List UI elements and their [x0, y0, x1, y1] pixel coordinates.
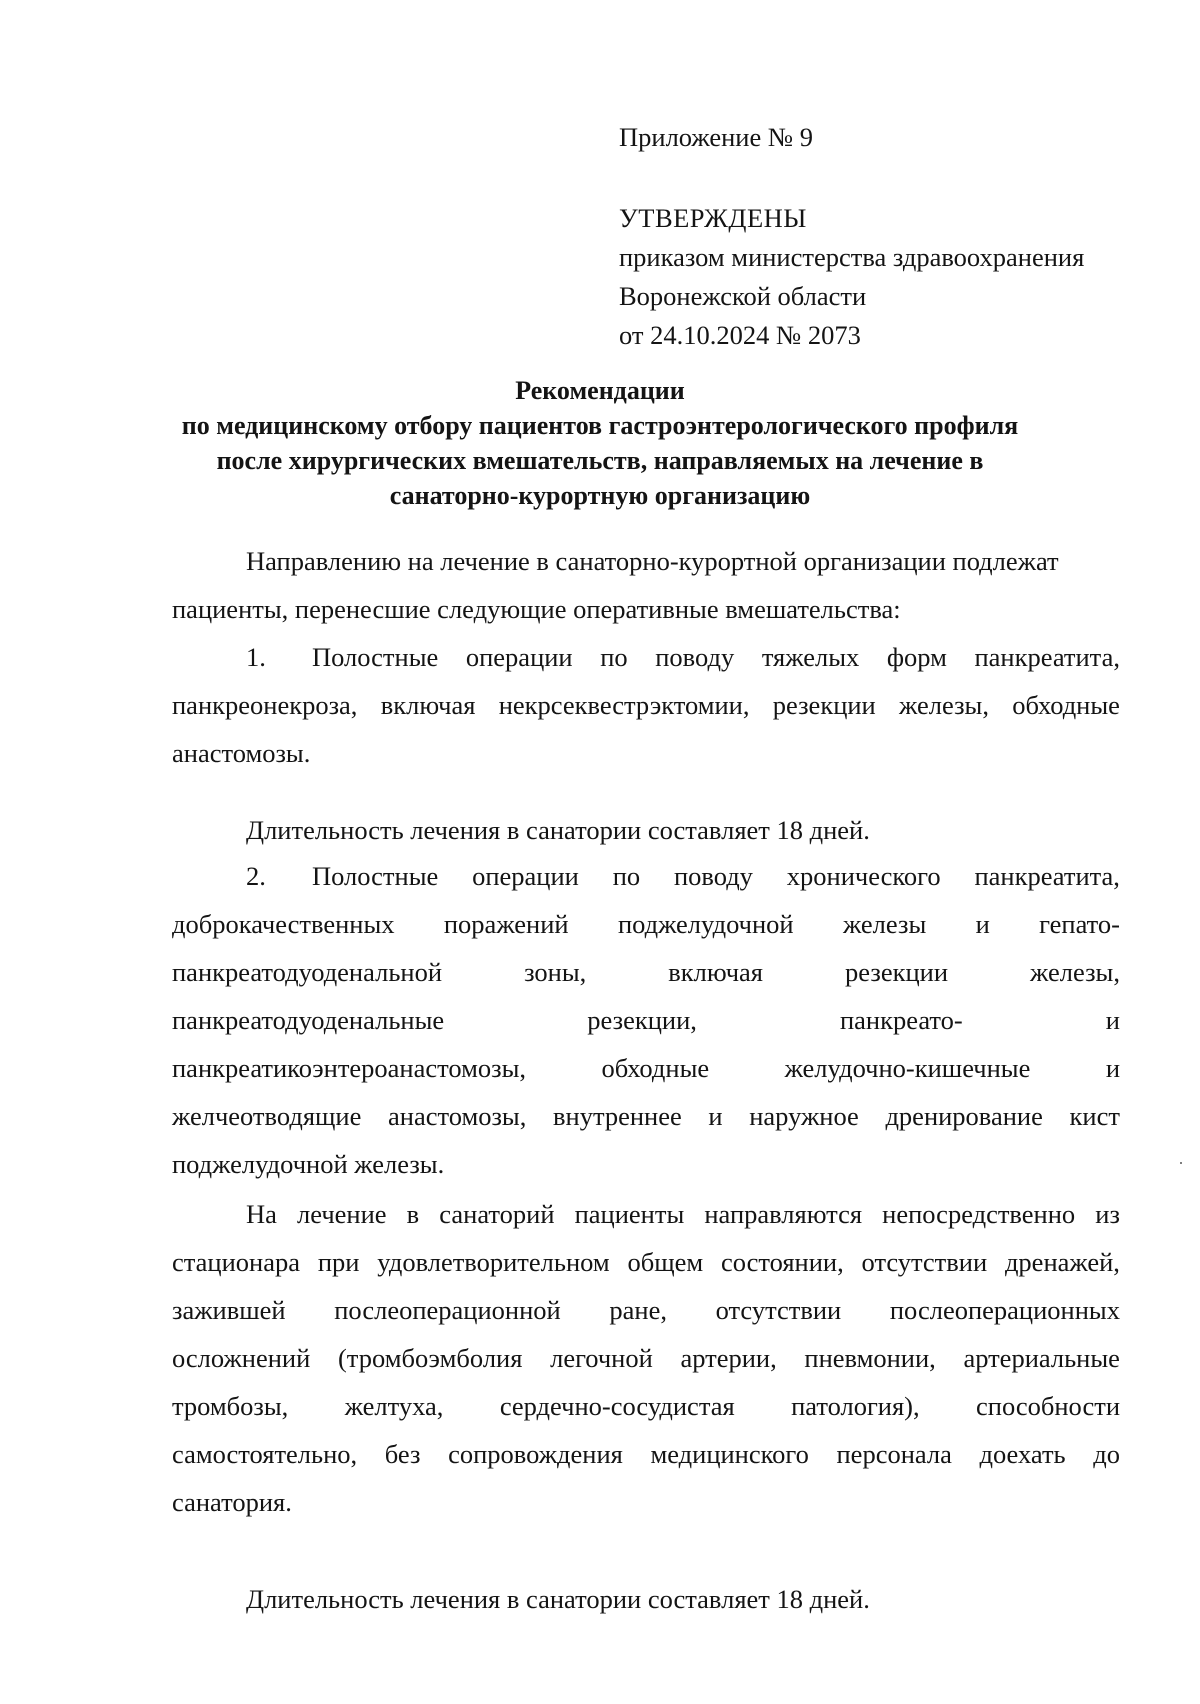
- item-2-number: 2.: [246, 861, 266, 891]
- item-1-line-2: [172, 681, 1120, 729]
- word: послеоперационной: [334, 1295, 561, 1325]
- item-2-line-6: [172, 1092, 1120, 1140]
- word: дренирование: [885, 1101, 1043, 1131]
- word: и: [1105, 1005, 1120, 1035]
- word: включая: [380, 690, 476, 720]
- word: обходные: [1012, 690, 1120, 720]
- intro-paragraph: [172, 537, 1120, 633]
- conditions-line-5: [172, 1382, 1120, 1430]
- word: до: [1093, 1439, 1120, 1469]
- word: поводу: [655, 642, 735, 672]
- item-2-line-2: [172, 900, 1120, 948]
- approval-block: [619, 118, 1084, 355]
- word: легочной: [550, 1343, 653, 1373]
- word: артериальные: [963, 1343, 1120, 1373]
- word: без: [384, 1439, 421, 1469]
- title-line-2: по медицинскому отбору пациентов гастроэнтерологического профиля: [181, 411, 1019, 440]
- item-1-first-line: [172, 633, 1120, 681]
- word: кист: [1069, 1101, 1120, 1131]
- conditions-line-7: санатория.: [172, 1487, 292, 1517]
- word: артерии,: [680, 1343, 777, 1373]
- word: способности: [976, 1391, 1120, 1421]
- word: панкреатодуоденальной: [172, 957, 443, 987]
- word: ране,: [609, 1295, 667, 1325]
- approval-order-line: приказом министерства здравоохранения: [619, 242, 1085, 272]
- approval-region-line: Воронежской области: [619, 281, 867, 311]
- word: зоны,: [524, 957, 587, 987]
- word: послеоперационных: [889, 1295, 1120, 1325]
- word: при: [317, 1247, 360, 1277]
- word: зажившей: [172, 1295, 286, 1325]
- word: резекции,: [587, 1005, 697, 1035]
- word: желтуха,: [344, 1391, 444, 1421]
- word: операции: [472, 861, 579, 891]
- appendix-number: Приложение № 9: [619, 122, 814, 152]
- word: персонала: [836, 1439, 952, 1469]
- item-2-line-1: [312, 852, 1120, 900]
- title-line-4: санаторно-курортную организацию: [389, 481, 811, 510]
- word: поводу: [673, 861, 753, 891]
- word: самостоятельно,: [172, 1439, 358, 1469]
- word: сердечно-сосудистая: [499, 1391, 735, 1421]
- scan-speck: [1180, 1162, 1182, 1164]
- conditions-line-3: [172, 1286, 1120, 1334]
- approval-date-line: от 24.10.2024 № 2073: [619, 320, 861, 350]
- word: гепато-: [1039, 909, 1120, 939]
- word: желудочно-кишечные: [784, 1053, 1031, 1083]
- word: На: [246, 1199, 277, 1229]
- word: анастомозы,: [388, 1101, 527, 1131]
- word: Полостные: [312, 642, 439, 672]
- word: из: [1095, 1199, 1120, 1229]
- word: лечение: [297, 1199, 387, 1229]
- item-2-line-3: [172, 948, 1120, 996]
- conditions-paragraph: [172, 1190, 1120, 1526]
- item-2-line-7: поджелудочной железы.: [172, 1149, 445, 1179]
- word: санаторий: [439, 1199, 555, 1229]
- word: осложнений: [172, 1343, 311, 1373]
- word: по: [600, 642, 628, 672]
- word: некрсеквестрэктомии,: [498, 690, 750, 720]
- word: панкреатита,: [974, 861, 1120, 891]
- word: железы,: [899, 690, 989, 720]
- word: внутреннее: [553, 1101, 682, 1131]
- word: сопровождения: [448, 1439, 623, 1469]
- word: форм: [886, 642, 947, 672]
- word: патология),: [791, 1391, 920, 1421]
- word: отсутствии: [715, 1295, 842, 1325]
- duration-1-text: Длительность лечения в санатории составляет 18 дней.: [246, 815, 870, 845]
- item-2-first-line: [172, 852, 1120, 900]
- word: медицинского: [650, 1439, 809, 1469]
- word: и: [1105, 1053, 1120, 1083]
- title-line-3: после хирургических вмешательств, направляемых на лечение в: [216, 446, 984, 475]
- word: по: [612, 861, 641, 891]
- word: и: [708, 1101, 723, 1131]
- item-1-paragraph: [172, 633, 1120, 777]
- word: железы: [842, 909, 927, 939]
- word: включая: [668, 957, 763, 987]
- intro-line-1: Направлению на лечение в санаторно-курортной организации подлежат: [246, 546, 1059, 576]
- word: панкреатикоэнтероанастомозы,: [172, 1053, 527, 1083]
- word: Полостные: [312, 861, 439, 891]
- item-2-line-5: [172, 1044, 1120, 1092]
- word: наружное: [749, 1101, 859, 1131]
- conditions-line-1: [172, 1190, 1120, 1238]
- item-1-line-1: [312, 633, 1120, 681]
- word: непосредственно: [882, 1199, 1076, 1229]
- duration-2-text: Длительность лечения в санатории составляет 18 дней.: [246, 1584, 870, 1614]
- word: панкреатодуоденальные: [172, 1005, 445, 1035]
- word: направляются: [704, 1199, 863, 1229]
- word: резекции: [845, 957, 949, 987]
- word: в: [406, 1199, 420, 1229]
- word: состоянии,: [720, 1247, 844, 1277]
- word: панкреато-: [839, 1005, 963, 1035]
- conditions-line-2: [172, 1238, 1120, 1286]
- conditions-line-6: [172, 1430, 1120, 1478]
- word: панкреатита,: [974, 642, 1120, 672]
- word: (тромбоэмболия: [337, 1343, 523, 1373]
- word: поджелудочной: [617, 909, 794, 939]
- word: операции: [465, 642, 573, 672]
- item-2-line-4: [172, 996, 1120, 1044]
- word: стационара: [172, 1247, 300, 1277]
- word: тромбозы,: [172, 1391, 289, 1421]
- word: хронического: [786, 861, 941, 891]
- word: тяжелых: [761, 642, 860, 672]
- title-line-1: Рекомендации: [515, 376, 685, 405]
- word: отсутствии: [861, 1247, 988, 1277]
- item-1-line-3: анастомозы.: [172, 738, 311, 768]
- intro-line-2: пациенты, перенесшие следующие оперативные вмешательства:: [172, 594, 901, 624]
- document-title: [150, 373, 1050, 513]
- word: удовлетворительном: [377, 1247, 610, 1277]
- word: железы,: [1030, 957, 1120, 987]
- approved-heading: УТВЕРЖДЕНЫ: [619, 203, 807, 233]
- duration-2-paragraph: [172, 1575, 1120, 1623]
- word: резекции: [772, 690, 876, 720]
- word: желчеотводящие: [172, 1101, 362, 1131]
- conditions-line-4: [172, 1334, 1120, 1382]
- word: обходные: [601, 1053, 710, 1083]
- word: панкреонекроза,: [172, 690, 358, 720]
- word: дренажей,: [1004, 1247, 1120, 1277]
- item-1-number: 1.: [246, 642, 266, 672]
- word: доброкачественных: [172, 909, 395, 939]
- word: поражений: [443, 909, 569, 939]
- word: доехать: [979, 1439, 1066, 1469]
- word: пациенты: [574, 1199, 685, 1229]
- item-2-paragraph: [172, 852, 1120, 1188]
- word: общем: [627, 1247, 704, 1277]
- word: и: [975, 909, 990, 939]
- word: пневмонии,: [804, 1343, 936, 1373]
- duration-1-paragraph: [172, 806, 1120, 854]
